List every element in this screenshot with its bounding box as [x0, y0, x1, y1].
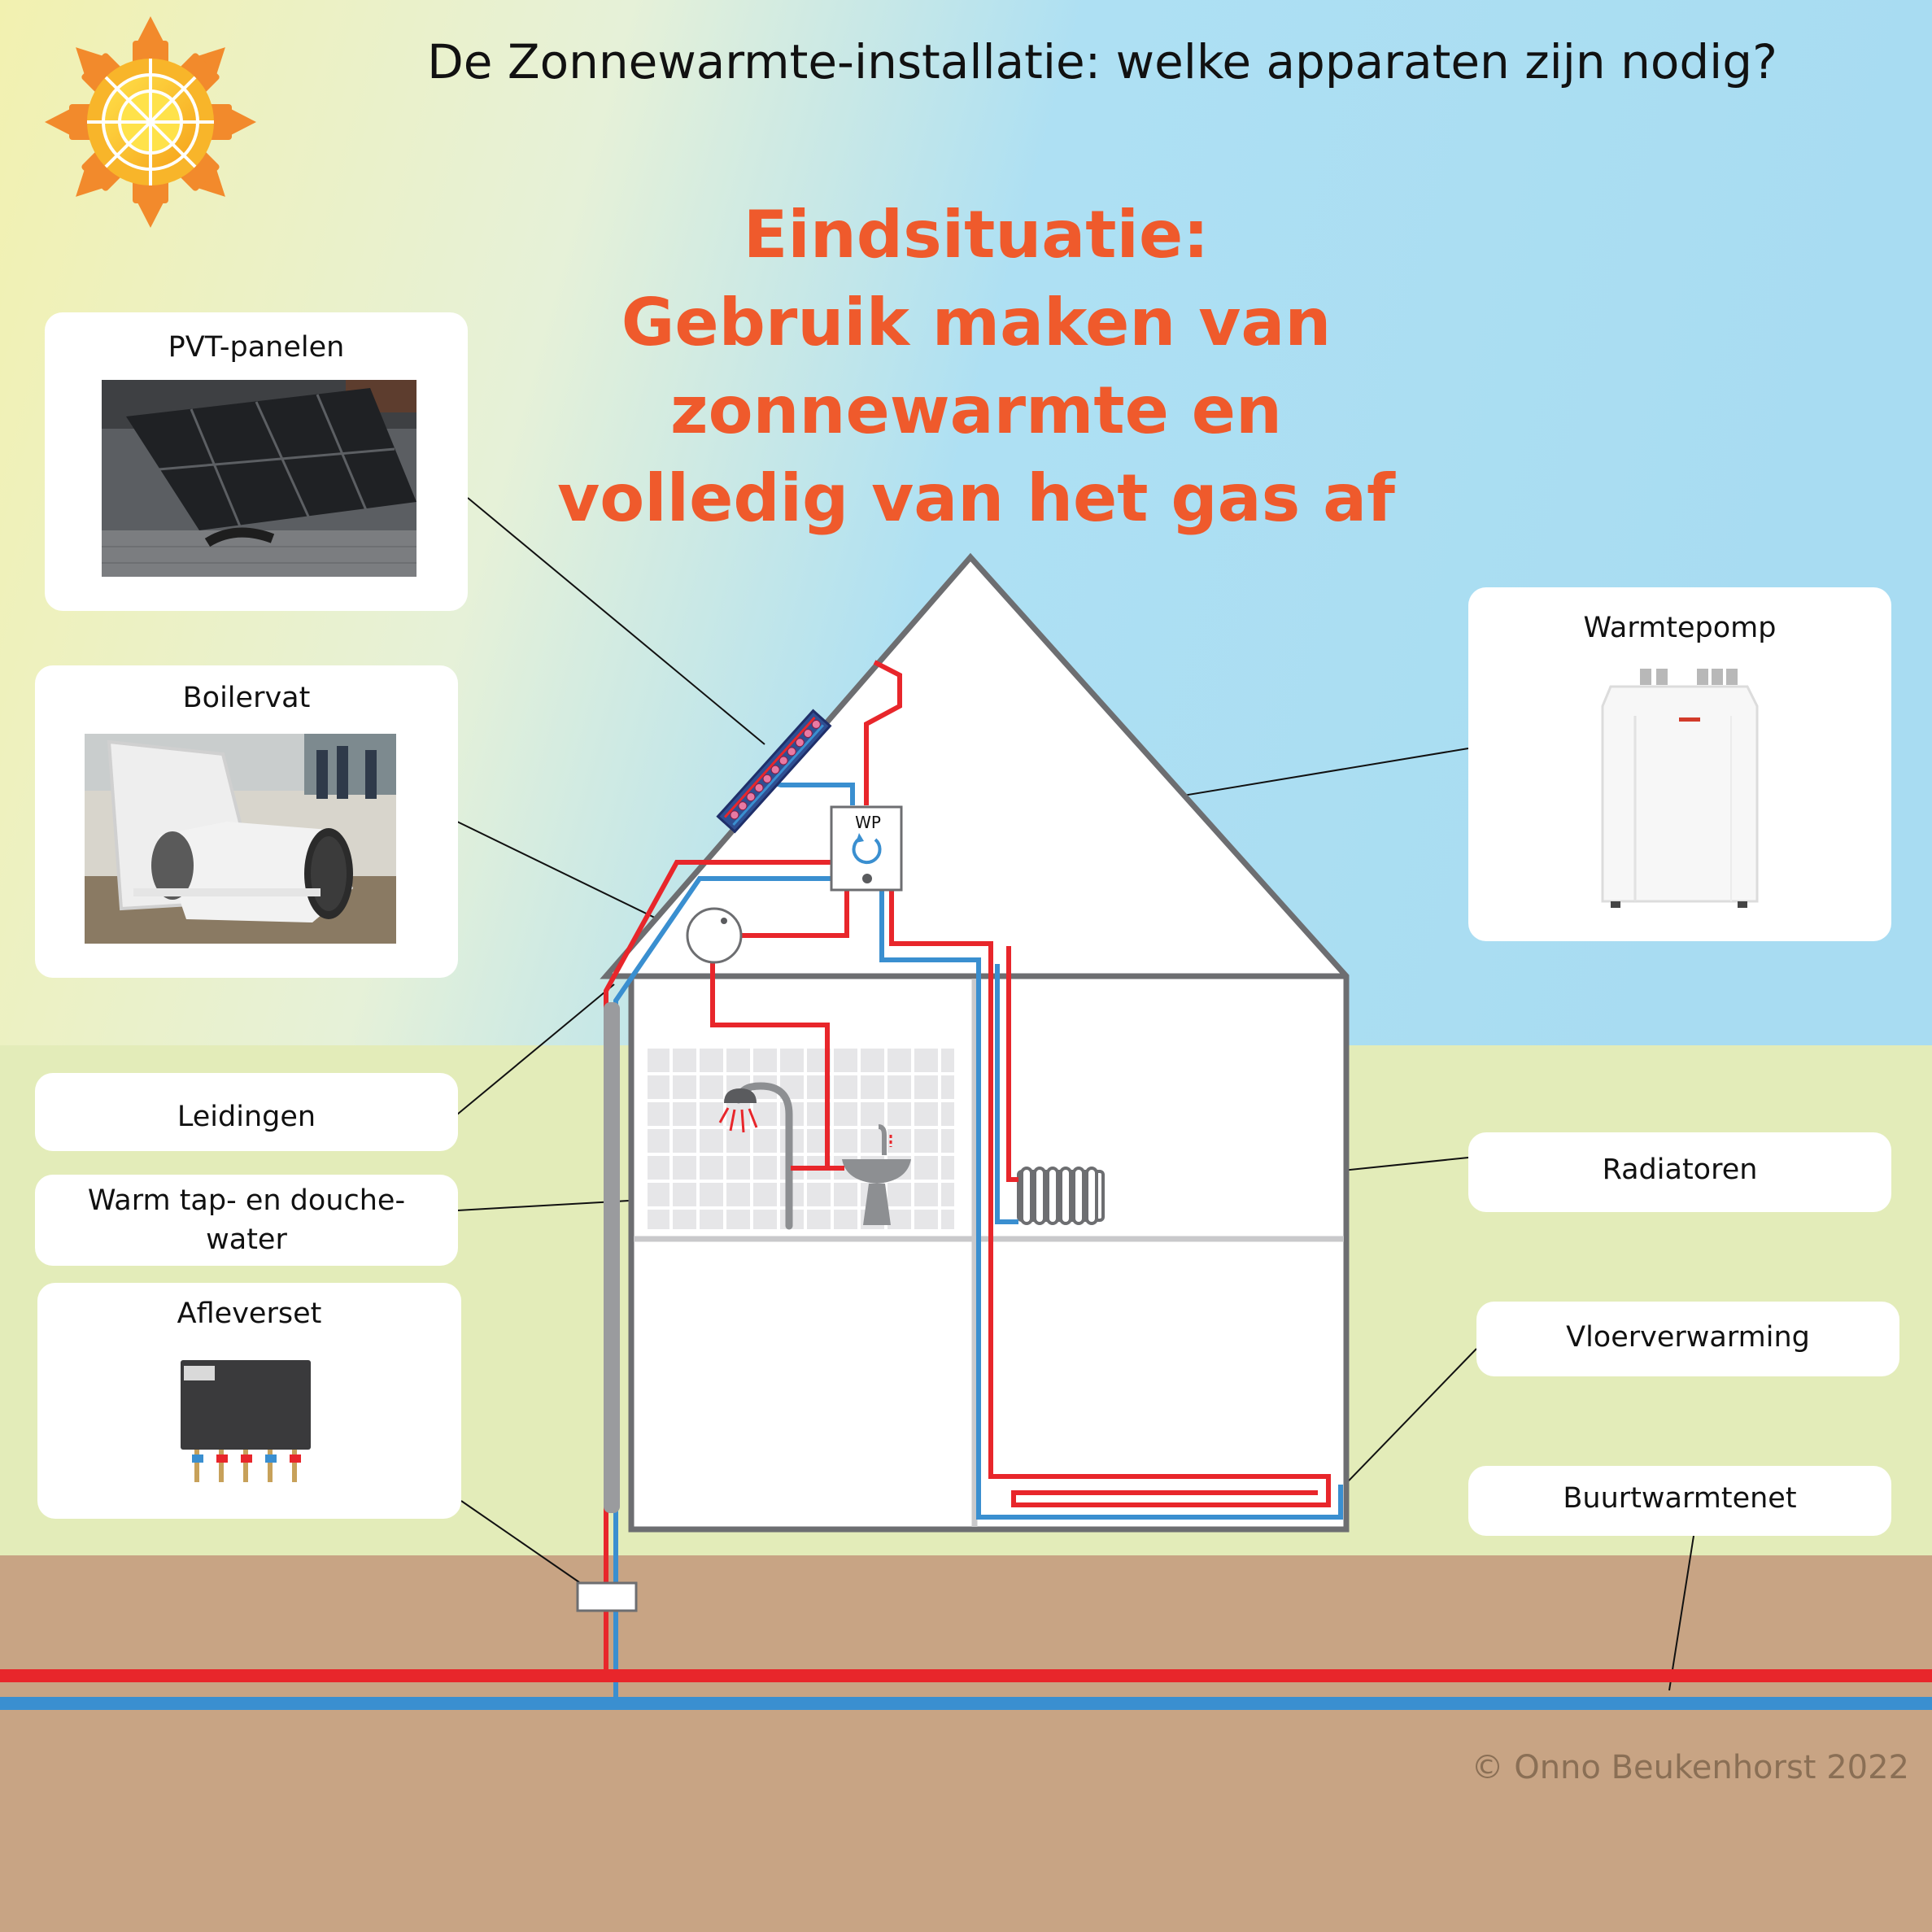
headline-line-1: Eindsituatie: — [743, 197, 1210, 273]
headline-line-2: Gebruik maken van — [621, 285, 1332, 360]
heat-pump-card — [1468, 587, 1891, 941]
floor-heating-card — [1476, 1302, 1899, 1376]
heat-network-hot-pipe — [0, 1669, 1932, 1682]
headline-line-4: volledig van het gas af — [557, 460, 1395, 536]
floor-heating-label: Vloerverwarming — [1566, 1321, 1810, 1354]
pipes-card — [35, 1073, 458, 1151]
headline-line-3: zonnewarmte en — [670, 373, 1282, 448]
boiler-card — [35, 665, 458, 978]
headline — [488, 191, 1464, 543]
heat-pump-unit — [831, 807, 901, 890]
heat-pump-label: Warmtepomp — [1583, 612, 1777, 644]
boiler-tank-icon — [687, 909, 741, 962]
hot-water-card — [35, 1175, 458, 1266]
wp-label: WP — [855, 813, 881, 832]
heat-network-label: Buurtwarmtenet — [1563, 1482, 1797, 1515]
copyright: © Onno Beukenhorst 2022 — [1471, 1749, 1909, 1786]
afleverset-card — [37, 1283, 461, 1519]
pipes-label: Leidingen — [177, 1101, 316, 1133]
afleverset-label: Afleverset — [177, 1297, 322, 1330]
main-title: De Zonnewarmte-installatie: welke apparaten zijn nodig? — [427, 34, 1777, 89]
connection-column — [604, 1002, 620, 1513]
hot-water-label-line2: water — [206, 1223, 287, 1256]
hot-water-label-line1: Warm tap- en douche- — [87, 1184, 406, 1217]
pvt-panels-card — [45, 312, 468, 611]
sun-logo-icon — [45, 16, 256, 228]
radiator-icon — [1018, 1168, 1103, 1223]
thermostat-dot-icon — [862, 874, 872, 883]
soil — [0, 1555, 1932, 1932]
heat-network-card — [1468, 1466, 1891, 1536]
pvt-panels-label: PVT-panelen — [168, 331, 345, 364]
boiler-label: Boilervat — [182, 682, 311, 714]
radiators-card — [1468, 1132, 1891, 1212]
radiators-label: Radiatoren — [1602, 1154, 1758, 1186]
bathroom-tiles — [648, 1047, 954, 1229]
heat-network-cold-pipe — [0, 1697, 1932, 1710]
afleverset-underground-box — [578, 1583, 636, 1611]
